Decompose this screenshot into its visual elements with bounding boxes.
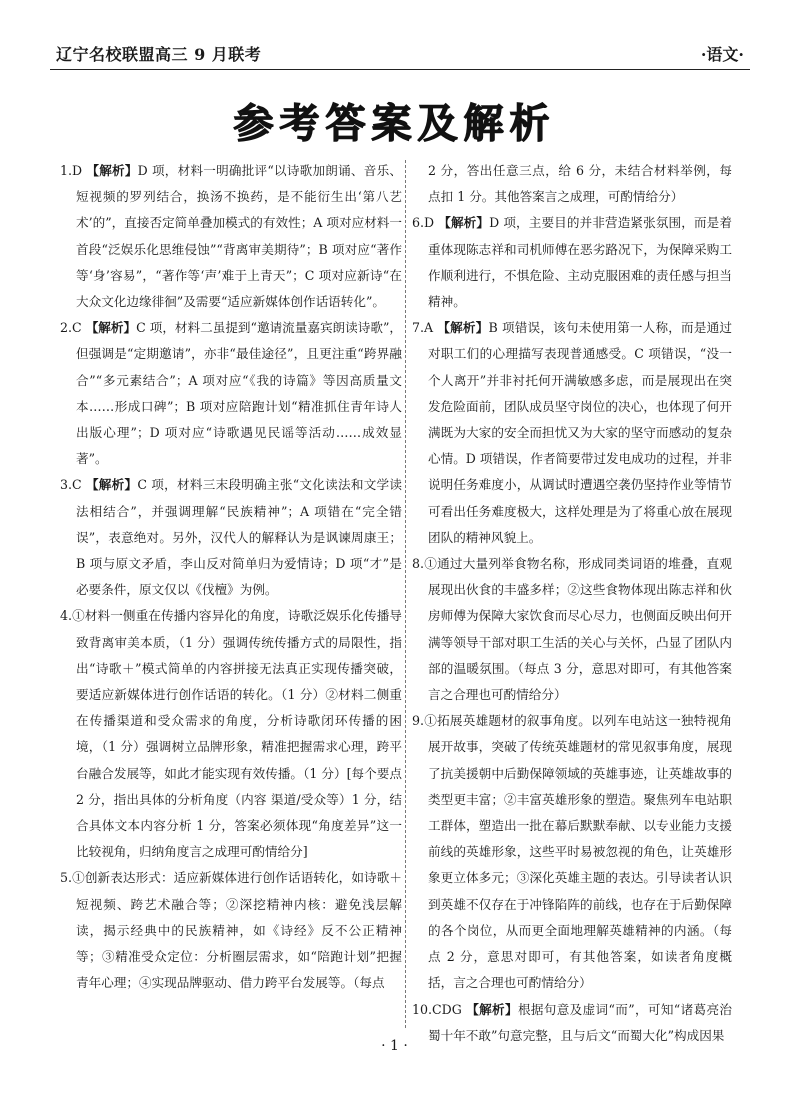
item-number: 10.: [412, 1001, 433, 1017]
item-answer: CDG: [432, 1001, 462, 1017]
item-text: 根据句意及虚词“而”，可知“诸葛亮治蜀十年不敢”句意完整，且与后文“而蜀大化”构成因果: [428, 1001, 732, 1043]
page-header: [50, 36, 750, 66]
analysis-tag: 【解析】: [438, 215, 490, 231]
item-text: ①拓展英雄题材的叙事角度。以列车电站这一独特视角展开故事，突破了传统英雄题材的常见叙事角度，展现了抗美援朝中后勤保障领域的英雄事迹，让英雄故事的类型更丰富；②丰富英雄形象的塑造。聚焦列车电站职工群体，塑造出一批在幕后默默奉献、以专业能力支援前线的英雄形象，这些平时易被忽视的角色，让英雄形象更立体多元；③深化英雄主题的表达。引导读者认识到英雄不仅存在于冲锋陷阵的前线，也存在于后勤保障的各个岗位，从而更全面地理解英雄精神的内涵。（每点 2 分，意思对即可，有其他答案，如读者角度概括，言之合理也可酌情给分）: [424, 713, 732, 991]
item-text: ①通过大量列举食物名称，形成同类词语的堆叠，直观展现出伙食的丰盛多样；②这些食物体现出陈志祥和伙房师傅为保障大家饮食而尽心尽力，也侧面反映出何开满等领导干部对职工生活的关心与关怀，凸显了团队内部的温暖氛围。（每点 3 分，意思对即可，有其他答案言之合理也可酌情给分）: [424, 556, 732, 703]
item-text: ①材料一侧重在传播内容异化的角度，诗歌泛娱乐化传播导致背离审美本质，（1 分）强调传统传播方式的局限性，指出“诗歌＋”模式简单的内容拼接无法真正实现传播突破，要适应新媒体进行创作话语的转化。（1 分）②材料二侧重在传播渠道和受众需求的角度，分析诗歌闭环传播的困境，（1 分）强调树立品牌形象，精准把握需求心理，跨平台融合发展等，如此才能实现有效传播。（1 分）[每个要点 2 分，指出具体的分析角度（内容 渠道/受众等）1 分，结合具体文本内容分析 1 分，答案必须体现“角度差异”这一比较视角，归纳角度言之成理可酌情给分]: [72, 608, 402, 860]
answer-item: [60, 603, 402, 865]
item-answer: A: [424, 320, 434, 336]
subject-label: ·语文·: [700, 45, 744, 64]
item-number: 5.: [60, 870, 73, 886]
answer-item-continued: [412, 158, 732, 210]
item-number: 2.: [60, 320, 73, 336]
answer-item: [412, 315, 732, 551]
header-rule: [50, 69, 750, 70]
item-text: C 项，材料二虽提到“邀请流量嘉宾朗读诗歌”，但强调是“定期邀请”，亦非“最佳途径”，且更注重“跨界融合”“多元素结合”；A 项对应“《我的诗篇》等因高质量文本……形成口碑”；B 项对应陪跑计划“精准抓住青年诗人出版心理”；D 项对应“诗歌遇见民谣等活动……成效显著”。: [76, 320, 402, 467]
answer-item: [60, 865, 402, 996]
answer-item: [60, 158, 402, 315]
item-number: 4.: [60, 608, 73, 624]
item-text: D 项，主要目的并非营造紧张氛围，而是着重体现陈志祥和司机师傅在恶劣路况下，为保障采购工作顺利进行，不惧危险、主动克服困难的责任感与担当精神。: [428, 215, 732, 310]
item-text: ①创新表达形式：适应新媒体进行创作话语转化，如诗歌＋短视频、跨艺术融合等；②深挖精神内核：避免浅层解读，揭示经典中的民族精神，如《诗经》反不公正精神等；③精准受众定位：分析圈层需求，如“陪跑计划”把握青年心理；④实现品牌驱动、借力跨平台发展等。（每点: [72, 870, 402, 991]
analysis-tag: 【解析】: [86, 163, 138, 178]
item-number: 8.: [412, 556, 425, 572]
item-text: 2 分，答出任意三点，给 6 分，未结合材料举例，每点扣 1 分。其他答案言之成理，可酌情给分）: [428, 163, 732, 205]
page-title: 参考答案及解析: [233, 101, 556, 147]
column-divider: [405, 160, 406, 1028]
item-text: D 项，材料一明确批评“以诗歌加朗诵、音乐、短视频的罗列结合，换汤不换药，是不能衍生出‘第八艺术’的”，直接否定简单叠加模式的有效性；A 项对应材料一首段“泛娱乐化思维侵蚀”“背离审美期待”；B 项对应“著作等‘身’容易”，“著作等‘声’难于上青天”；C 项对应新诗“在大众文化边缘徘徊”及需要“适应新媒体创作话语转化”。: [76, 163, 402, 310]
answer-item: [60, 472, 402, 603]
answer-item: [412, 210, 732, 315]
item-text: C 项，材料三末段明确主张“文化读法和文学读法相结合”，并强调理解“民族精神”；A 项错在“完全错误”，表意绝对。另外，汉代人的解释认为是讽谏周康王；B 项与原文矛盾，李山反对简单归为爱情诗；D 项“才”是必要条件，原文仅以《伐檀》为例。: [76, 477, 403, 598]
item-answer: D: [72, 163, 83, 178]
answer-item: [60, 315, 402, 472]
page-number: · 1 ·: [381, 1038, 408, 1054]
left-column: [60, 158, 402, 1028]
right-column: [412, 158, 732, 1043]
item-answer: D: [424, 215, 435, 231]
analysis-tag: 【解析】: [85, 320, 137, 336]
analysis-tag: 【解析】: [85, 477, 138, 493]
item-text: B 项错误，该句未使用第一人称，而是通过对职工们的心理描写表现普通感受。C 项错误，“没一个人离开”并非衬托何开满敏感多虑，而是展现出在突发危险面前，团队成员坚守岗位的决心，也体现了何开满既为大家的安全而担忧又为大家的坚守而感动的复杂心情。D 项错误，作者简要带过发电成功的过程，并非说明任务难度小，从调试时遭遇空袭仍坚持作业等情节可看出任务难度极大，这样处理是为了将重心放在展现团队的精神风貌上。: [428, 320, 732, 545]
item-number: 6.: [412, 215, 425, 231]
answer-item: [412, 551, 732, 708]
analysis-tag: 【解析】: [466, 1001, 518, 1017]
item-answer: C: [72, 477, 82, 493]
item-number: 9.: [412, 713, 425, 729]
item-number: 1.: [60, 163, 73, 178]
exam-name: 辽宁名校联盟高三 9 月联考: [56, 45, 262, 64]
item-number: 7.: [412, 320, 425, 336]
answer-item: [412, 708, 732, 996]
analysis-tag: 【解析】: [437, 320, 489, 336]
item-number: 3.: [60, 477, 73, 493]
item-answer: C: [72, 320, 82, 336]
